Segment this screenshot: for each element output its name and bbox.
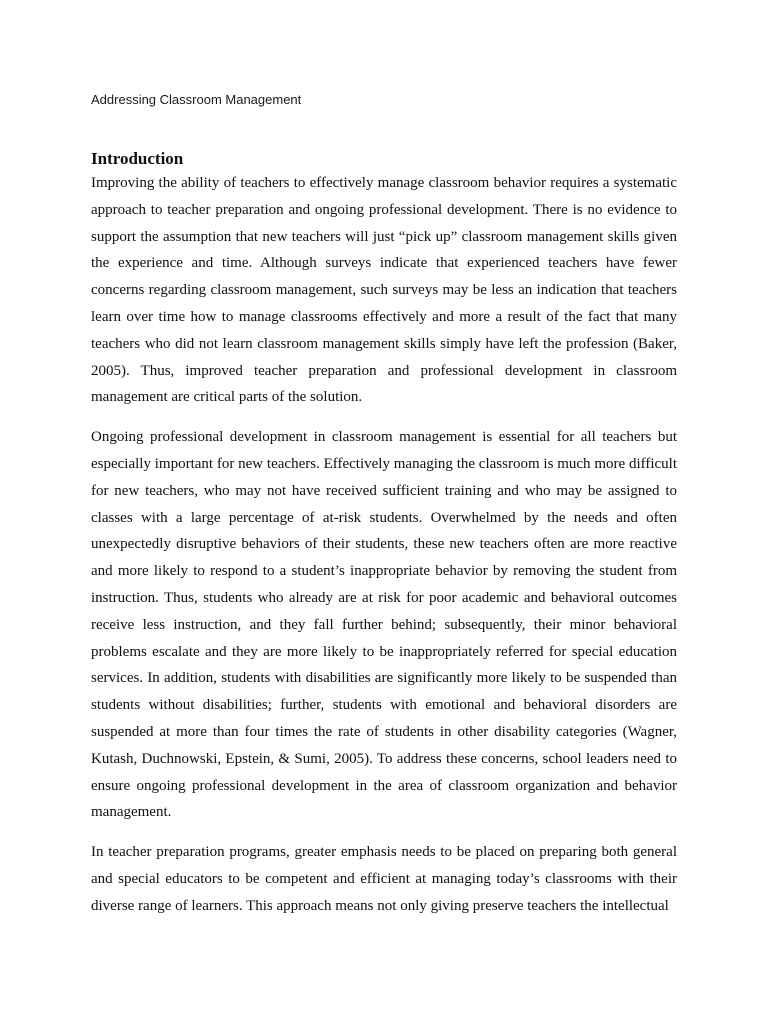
running-head: Addressing Classroom Management	[91, 92, 302, 107]
paragraph-1: Improving the ability of teachers to effectively manage classroom behavior requires a systematic approach to teacher preparation and ongoing professional development. There is no evidence to support the assumption that new teachers will just “pick up” classroom management skills given the experience and time. Although surveys indicate that experienced teachers have fewer concerns regarding classroom management, such surveys may be less an indication that teachers learn over time how to manage classrooms effectively and more a result of the fact that many teachers who did not learn classroom management skills simply have left the profession (Baker, 2005). Thus, improved teacher preparation and professional development in classroom management are critical parts of the solution.	[91, 175, 677, 406]
paragraph-3: In teacher preparation programs, greater emphasis needs to be placed on preparing both general and special educators to be competent and efficient at managing today’s classrooms with their diverse range of learners. This approach means not only giving preserve teachers the intellectual	[91, 844, 677, 914]
document-body	[91, 148, 677, 920]
paragraph-2: Ongoing professional development in classroom management is essential for all teachers but especially important for new teachers. Effectively managing the classroom is much more difficult for new teachers, who may not have received sufficient training and who may be assigned to classes with a large percentage of at-risk students. Overwhelmed by the needs and often unexpectedly disruptive behaviors of their students, these new teachers often are more reactive and more likely to respond to a student’s inappropriate behavior by removing the student from instruction. Thus, students who already are at risk for poor academic and behavioral outcomes receive less instruction, and they fall further behind; subsequently, their minor behavioral problems escalate and they are more likely to be inappropriately referred for special education services. In addition, students with disabilities are significantly more likely to be suspended than students without disabilities; further, students with emotional and behavioral disorders are suspended at more than four times the rate of students in other disability categories (Wagner, Kutash, Duchnowski, Epstein, & Sumi, 2005). To address these concerns, school leaders need to ensure ongoing professional development in the area of classroom organization and behavior management.	[91, 429, 677, 821]
section-heading: Introduction	[91, 149, 184, 168]
